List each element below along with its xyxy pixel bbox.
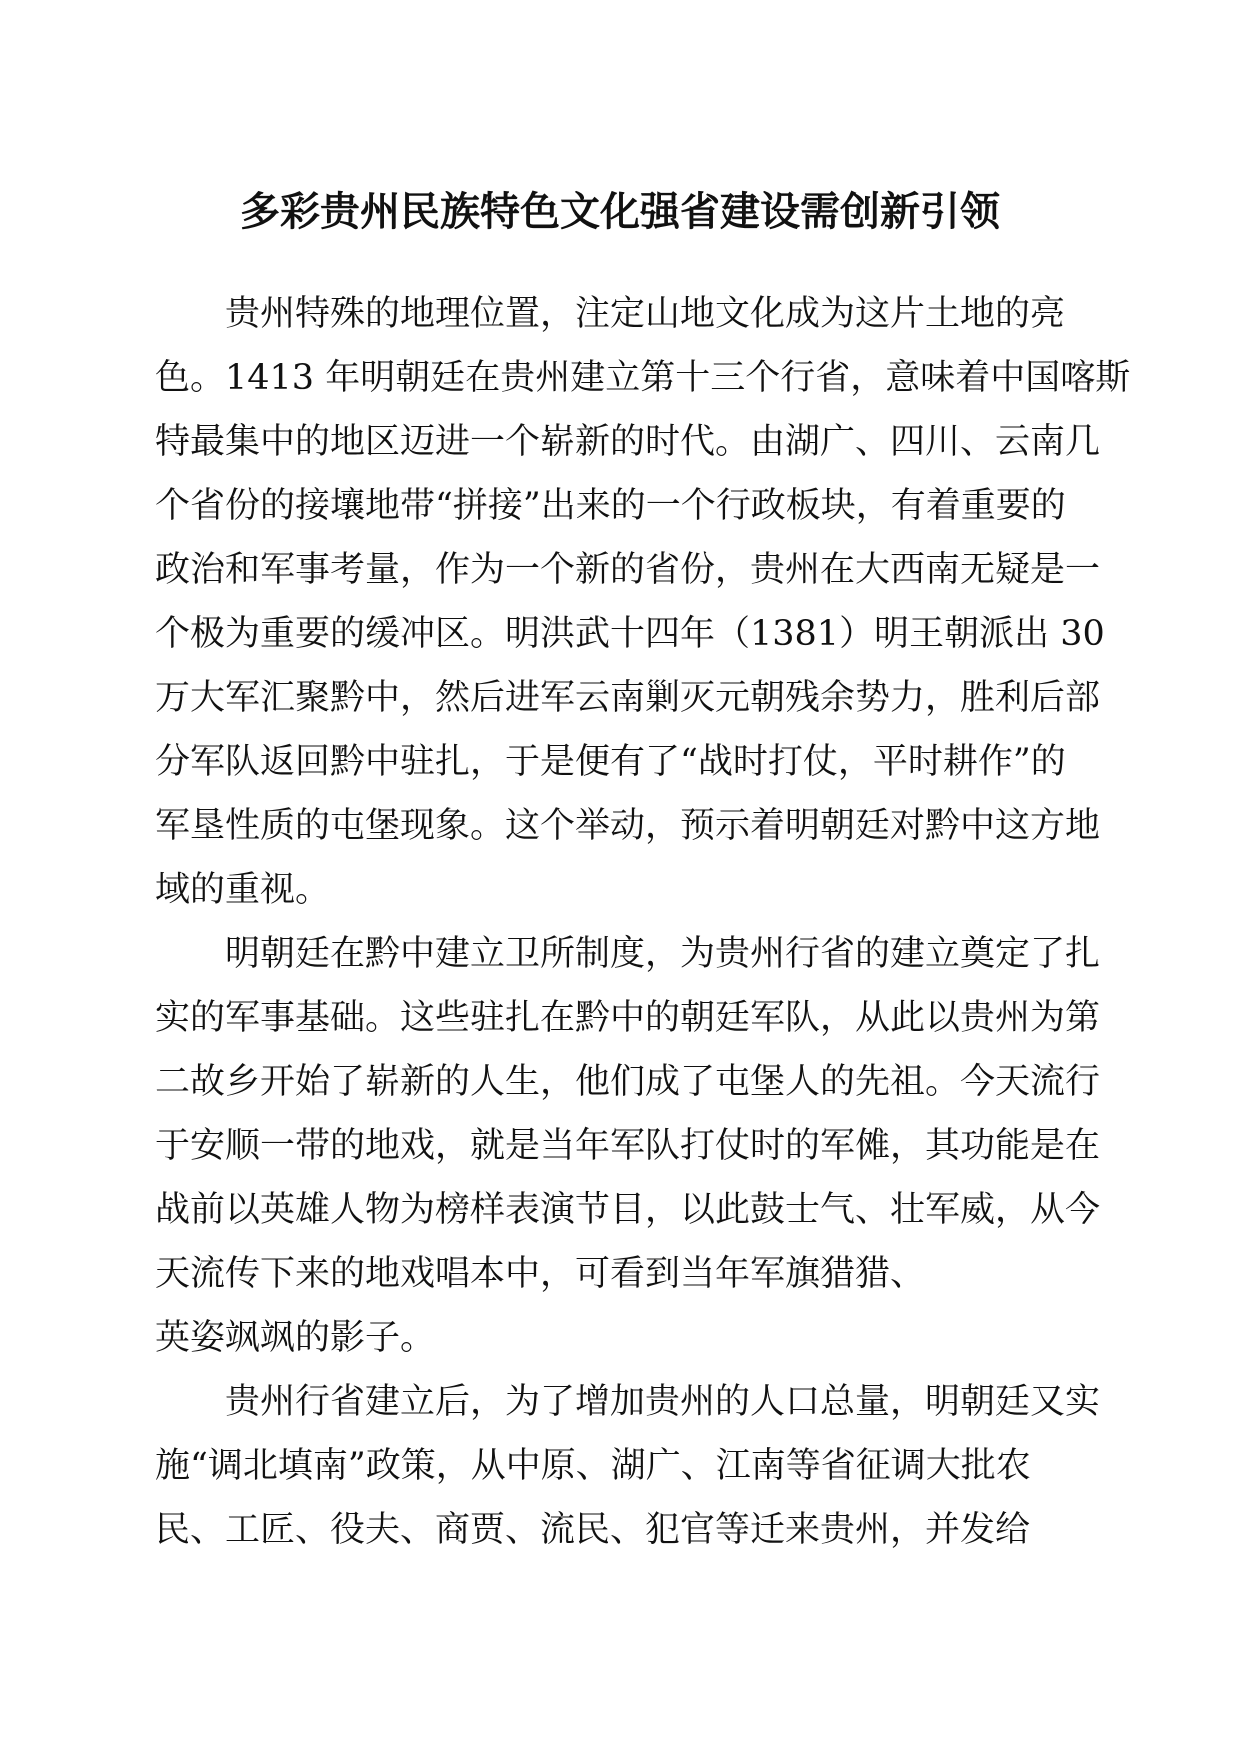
paragraph-1-line-8: 分军队返回黔中驻扎，于是便有了“战时打仗，平时耕作”的 [155,742,1066,782]
paragraph-1-line-5: 政治和军事考量，作为一个新的省份，贵州在大西南无疑是一 [155,550,1101,590]
paragraph-1-line-4: 个省份的接壤地带“拼接”出来的一个行政板块，有着重要的 [155,486,1066,526]
paragraph-2-line-7: 英姿飒飒的影子。 [155,1318,436,1358]
paragraph-1-line-7: 万大军汇聚黔中，然后进军云南剿灭元朝残余势力，胜利后部 [155,678,1101,718]
paragraph-1-line-10: 域的重视。 [155,870,331,910]
paragraph-2-line-1: 明朝廷在黔中建立卫所制度，为贵州行省的建立奠定了扎 [225,934,1101,974]
document-body [155,282,1131,1562]
paragraph-1-line-1: 贵州特殊的地理位置，注定山地文化成为这片土地的亮 [225,294,1066,334]
paragraph-2-line-3: 二故乡开始了崭新的人生，他们成了屯堡人的先祖。今天流行 [155,1062,1101,1102]
paragraph-1-line-3: 特最集中的地区迈进一个崭新的时代。由湖广、四川、云南几 [155,422,1101,462]
paragraph-3-line-3: 民、工匠、役夫、商贾、流民、犯官等迁来贵州，并发给 [155,1510,1031,1550]
paragraph-3-line-2: 施“调北填南”政策，从中原、湖广、江南等省征调大批农 [155,1446,1031,1486]
paragraph-2-line-6: 天流传下来的地戏唱本中，可看到当年军旗猎猎、 [155,1254,926,1294]
paragraph-2-line-2: 实的军事基础。这些驻扎在黔中的朝廷军队，从此以贵州为第 [155,998,1101,1038]
paragraph-1-line-9: 军垦性质的屯堡现象。这个举动，预示着明朝廷对黔中这方地 [155,806,1101,846]
paragraph-3-line-1: 贵州行省建立后，为了增加贵州的人口总量，明朝廷又实 [225,1382,1101,1422]
document-title: 多彩贵州民族特色文化强省建设需创新引领 [240,188,1000,235]
paragraph-1-line-6: 个极为重要的缓冲区。明洪武十四年（1381）明王朝派出 30 [155,614,1105,654]
paragraph-2-line-5: 战前以英雄人物为榜样表演节目，以此鼓士气、壮军威，从今 [155,1190,1101,1230]
paragraph-2-line-4: 于安顺一带的地戏，就是当年军队打仗时的军傩，其功能是在 [155,1126,1101,1166]
paragraph-1-line-2: 色。1413 年明朝廷在贵州建立第十三个行省，意味着中国喀斯 [155,358,1131,398]
